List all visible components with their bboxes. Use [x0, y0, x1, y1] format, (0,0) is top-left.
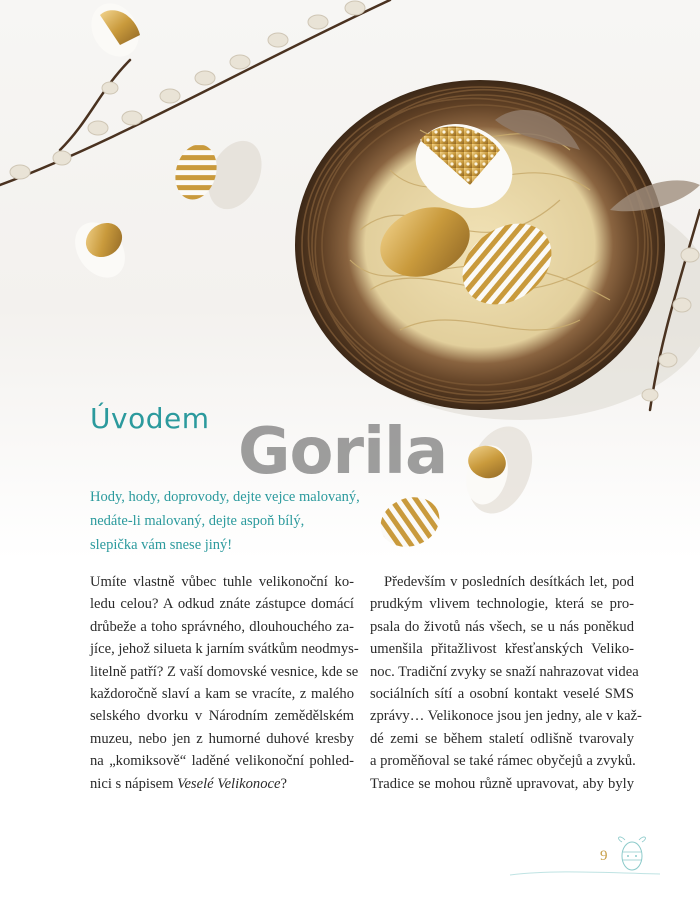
paragraph-line: jíce, jehož silueta k jarním svátkům neodmys- [90, 641, 359, 658]
italic-greeting: Veselé Velikonoce [177, 775, 281, 792]
paragraph-text: nici s nápisem [90, 775, 178, 792]
paragraph-line: litelně patří? Z vaší domovské vesnice, kde se [90, 663, 359, 680]
verse-block [90, 485, 420, 557]
paragraph-line: a proměňoval se také rámec obyčejů a zvyků. [370, 753, 636, 770]
page-number: 9 [600, 848, 608, 864]
paragraph-line: muzeu, nebo jen z humorné duhové kresby [90, 730, 354, 747]
egg-ornament-icon [500, 830, 680, 890]
paragraph-text: ? [280, 775, 287, 792]
paragraph-line: Především v posledních desítkách let, pod [384, 574, 634, 590]
paragraph-line: každoročně slaví a kam se vracíte, z malého [90, 686, 354, 703]
paragraph-line: psala do životů nás všech, se u nás poněkud [370, 618, 634, 635]
paragraph-line: umenšila přitažlivost křesťanských Veliko- [370, 641, 634, 658]
paragraph-line: drůbeže a toho správného, dlouhouchého za- [90, 618, 354, 635]
paragraph-line: selského dvorku v Národním zemědělském [90, 708, 354, 725]
watermark-logo: Gorila [238, 415, 448, 489]
paragraph-line-last [90, 773, 354, 795]
paragraph-line: sociálních sítí a osobní kontakt veselé SMS [370, 686, 634, 703]
verse-line: slepička vám snese jiný! [90, 537, 233, 553]
text-column-right [370, 571, 642, 795]
paragraph-line: Tradice se mohou různě upravovat, aby byly [370, 775, 634, 792]
paragraph-line: noc. Tradiční zvyky se snaží nahrazovat videa [370, 663, 639, 680]
verse-line: Hody, hody, doprovody, dejte vejce malovaný, [90, 489, 360, 505]
text-column-left [90, 571, 359, 795]
paragraph-line: na „komiksově“ laděné velikonoční pohled- [90, 753, 354, 770]
paragraph-line: ledu celou? A odkud znáte zástupce domácí [90, 596, 354, 613]
paragraph-line: dé zemi se během staletí odlišně tvarovaly [370, 730, 634, 747]
paragraph-line: zprávy… Velikonoce jsou jen jedny, ale v kaž- [370, 708, 642, 725]
paragraph-line: prudkým vlivem technologie, která se pro- [370, 596, 634, 613]
footer-ornament [500, 830, 680, 890]
verse-line: nedáte-li malovaný, dejte aspoň bílý, [90, 513, 305, 529]
section-heading: Úvodem [90, 402, 210, 435]
paragraph-line: Umíte vlastně vůbec tuhle velikonoční ko- [90, 574, 354, 590]
